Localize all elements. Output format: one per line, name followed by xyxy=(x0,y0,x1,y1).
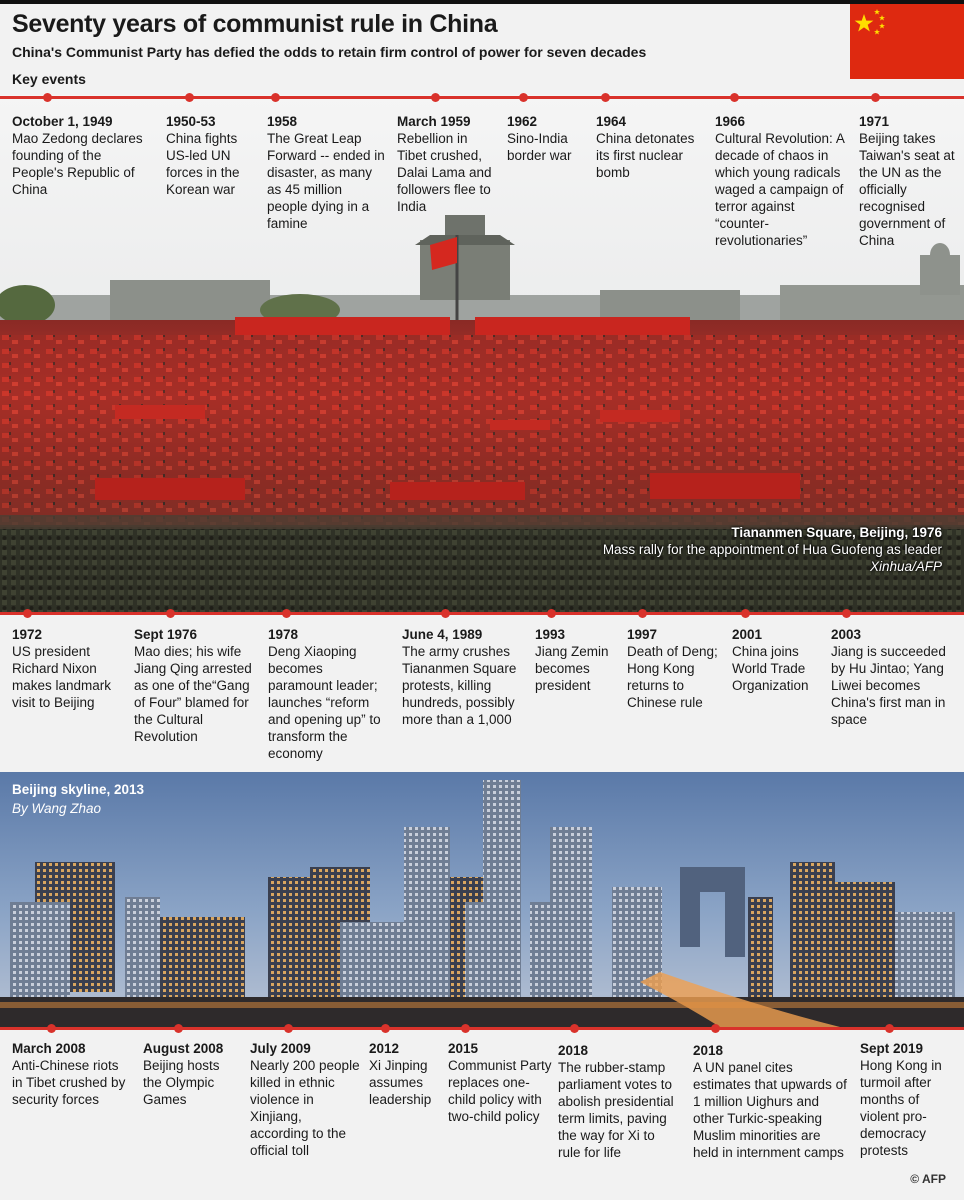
timeline-dot xyxy=(885,1024,894,1033)
event-text: Jiang Zemin becomes president xyxy=(535,644,609,693)
event-text: Mao Zedong declares founding of the People's Republic of China xyxy=(12,131,143,197)
event-text: US president Richard Nixon makes landmark visit to Beijing xyxy=(12,644,112,710)
timeline-dot xyxy=(461,1024,470,1033)
timeline-dot xyxy=(166,609,175,618)
timeline-dot xyxy=(271,93,280,102)
event-text: Communist Party replaces one-child policy with two-child policy xyxy=(448,1058,552,1124)
event-1989 xyxy=(402,626,524,728)
timeline-dot xyxy=(547,609,556,618)
event-text: China joins World Trade Organization xyxy=(732,644,809,693)
event-year: 1966 xyxy=(715,114,746,129)
event-2018-parliament xyxy=(558,1042,680,1161)
timeline-dot xyxy=(638,609,647,618)
timeline-dot xyxy=(23,609,32,618)
timeline-dot xyxy=(519,93,528,102)
event-text: China detonates its first nuclear bomb xyxy=(596,131,695,180)
event-year: 1950-53 xyxy=(166,114,216,129)
timeline-3-line xyxy=(0,1027,964,1030)
timeline-dot xyxy=(284,1024,293,1033)
event-year: 1964 xyxy=(596,114,627,129)
event-text: Anti-Chinese riots in Tibet crushed by security forces xyxy=(12,1058,126,1107)
event-text: China fights US-led UN forces in the Korean war xyxy=(166,131,240,197)
event-year: 2003 xyxy=(831,627,862,642)
event-text: Hong Kong in turmoil after months of violent pro-democracy protests xyxy=(860,1058,942,1158)
event-text: Sino-India border war xyxy=(507,131,572,163)
event-text: Cultural Revolution: A decade of chaos in which young radicals waged a campaign of terror against “counter-revolutionaries” xyxy=(715,131,845,248)
timeline-dot xyxy=(174,1024,183,1033)
event-text: A UN panel cites estimates that upwards of 1 million Uighurs and other Turkic-speaking Muslim minorities are held in internment camps xyxy=(693,1060,847,1160)
event-year: 2015 xyxy=(448,1041,479,1056)
page-subtitle: China's Communist Party has defied the odds to retain firm control of power for seven decades xyxy=(12,44,647,60)
event-year: 1993 xyxy=(535,627,566,642)
event-2008-august xyxy=(143,1040,238,1108)
event-year: March 1959 xyxy=(397,114,471,129)
event-text: Mao dies; his wife Jiang Qing arrested as one of the“Gang of Four” blamed for the Cultural Revolution xyxy=(134,644,252,744)
event-1993 xyxy=(535,626,615,694)
timeline-dot xyxy=(47,1024,56,1033)
event-text: Beijing hosts the Olympic Games xyxy=(143,1058,220,1107)
afp-credit: © AFP xyxy=(910,1172,946,1186)
photo-1-place: Tiananmen Square, Beijing, 1976 xyxy=(731,525,942,540)
event-1962 xyxy=(507,113,587,164)
timeline-dot xyxy=(43,93,52,102)
event-text: Nearly 200 people killed in ethnic violence in Xinjiang, according to the official toll xyxy=(250,1058,360,1158)
event-text: Death of Deng; Hong Kong returns to Chinese rule xyxy=(627,644,718,710)
event-text: Rebellion in Tibet crushed, Dalai Lama and followers flee to India xyxy=(397,131,492,214)
event-2018-uighurs xyxy=(693,1042,848,1161)
timeline-dot xyxy=(282,609,291,618)
photo-2-caption xyxy=(12,780,144,818)
event-2008-march xyxy=(12,1040,130,1108)
event-year: 1972 xyxy=(12,627,43,642)
timeline-dot xyxy=(570,1024,579,1033)
china-flag-icon xyxy=(850,4,964,79)
timeline-dot xyxy=(741,609,750,618)
event-1964 xyxy=(596,113,706,181)
event-1966 xyxy=(715,113,845,249)
event-year: 2018 xyxy=(693,1043,724,1058)
event-year: October 1, 1949 xyxy=(12,114,113,129)
photo-1-credit: Xinhua/AFP xyxy=(869,559,942,574)
event-1959 xyxy=(397,113,499,215)
photo-1-description: Mass rally for the appointment of Hua Guofeng as leader xyxy=(602,542,942,557)
event-year: June 4, 1989 xyxy=(402,627,483,642)
event-year: 1997 xyxy=(627,627,658,642)
event-text: Deng Xiaoping becomes paramount leader; launches “reform and opening up” to transform the economy xyxy=(268,644,381,761)
event-year: 1962 xyxy=(507,114,538,129)
event-2009 xyxy=(250,1040,362,1159)
event-2001 xyxy=(732,626,827,694)
top-border xyxy=(0,0,964,4)
event-text: Xi Jinping assumes leadership xyxy=(369,1058,432,1107)
photo-2-credit: By Wang Zhao xyxy=(12,801,102,816)
event-year: August 2008 xyxy=(143,1041,224,1056)
event-1997 xyxy=(627,626,722,711)
event-2015 xyxy=(448,1040,556,1125)
timeline-dot xyxy=(730,93,739,102)
event-year: March 2008 xyxy=(12,1041,86,1056)
event-text: The army crushes Tiananmen Square protests, killing hundreds, possibly more than a 1,000 xyxy=(402,644,517,727)
timeline-1-line xyxy=(0,96,964,99)
timeline-dot xyxy=(441,609,450,618)
event-year: 2018 xyxy=(558,1043,589,1058)
beijing-skyline-photo xyxy=(0,772,964,1027)
page-title: Seventy years of communist rule in China xyxy=(12,10,498,38)
event-1971 xyxy=(859,113,959,249)
event-1972 xyxy=(12,626,122,711)
event-1958 xyxy=(267,113,385,232)
event-text: The rubber-stamp parliament votes to abolish presidential term limits, paving the way for Xi to rule for life xyxy=(558,1060,674,1160)
event-2012 xyxy=(369,1040,441,1108)
event-1978 xyxy=(268,626,390,762)
photo-2-place: Beijing skyline, 2013 xyxy=(12,782,145,797)
event-text: The Great Leap Forward -- ended in disaster, as many as 45 million people dying in a famine xyxy=(267,131,385,231)
event-year: 2012 xyxy=(369,1041,400,1056)
event-year: Sept 2019 xyxy=(860,1041,924,1056)
event-text: Beijing takes Taiwan's seat at the UN as the officially recognised government of China xyxy=(859,131,955,248)
timeline-dot xyxy=(185,93,194,102)
event-text: Jiang is succeeded by Hu Jintao; Yang Liwei becomes China's first man in space xyxy=(831,644,946,727)
timeline-dot xyxy=(381,1024,390,1033)
timeline-2-line xyxy=(0,612,964,615)
event-year: Sept 1976 xyxy=(134,627,198,642)
event-1976 xyxy=(134,626,259,745)
timeline-dot xyxy=(871,93,880,102)
event-year: 1971 xyxy=(859,114,890,129)
event-2019 xyxy=(860,1040,960,1159)
event-year: 2001 xyxy=(732,627,763,642)
timeline-dot xyxy=(842,609,851,618)
timeline-dot xyxy=(431,93,440,102)
timeline-dot xyxy=(601,93,610,102)
event-1950-53 xyxy=(166,113,261,198)
event-2003 xyxy=(831,626,959,728)
event-year: 1978 xyxy=(268,627,299,642)
event-1949 xyxy=(12,113,152,198)
key-events-label: Key events xyxy=(12,71,86,87)
timeline-dot xyxy=(711,1024,720,1033)
photo-1-caption xyxy=(603,524,942,575)
event-year: 1958 xyxy=(267,114,298,129)
event-year: July 2009 xyxy=(250,1041,311,1056)
